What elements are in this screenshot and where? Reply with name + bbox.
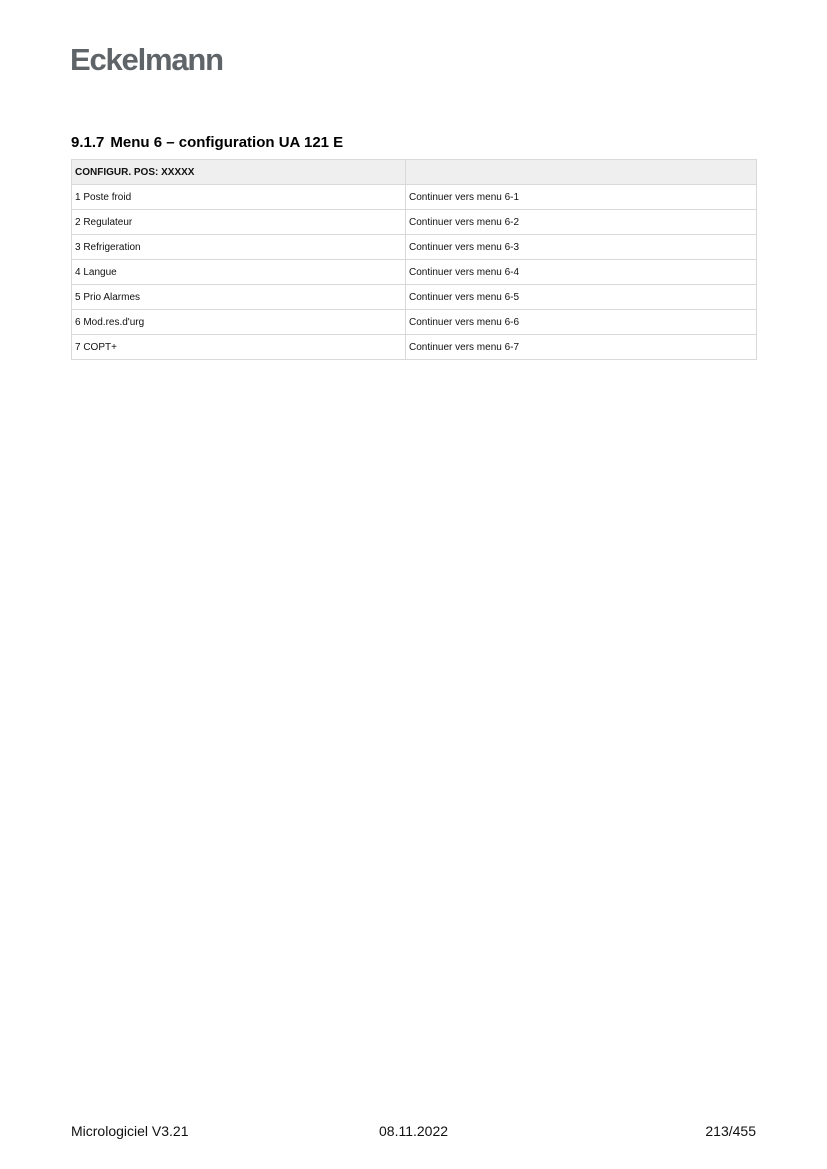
menu-action-cell: Continuer vers menu 6-5 <box>406 285 757 310</box>
menu-item-cell: 4 Langue <box>72 260 406 285</box>
menu-action-cell: Continuer vers menu 6-1 <box>406 185 757 210</box>
section-title-text: Menu 6 – configuration UA 121 E <box>110 134 344 151</box>
table-header-cell <box>406 160 757 185</box>
table-header-row <box>72 160 757 185</box>
section-title <box>71 133 343 153</box>
menu-action-cell: Continuer vers menu 6-2 <box>406 210 757 235</box>
table-row <box>72 210 757 235</box>
menu-item-cell: 3 Refrigeration <box>72 235 406 260</box>
menu-table <box>71 159 757 360</box>
section-number: 9.1.7 <box>71 134 105 151</box>
table-row <box>72 285 757 310</box>
menu-item-cell: 1 Poste froid <box>72 185 406 210</box>
table-row <box>72 185 757 210</box>
company-logo: Eckelmann <box>70 42 223 77</box>
menu-action-cell: Continuer vers menu 6-7 <box>406 335 757 360</box>
footer-firmware-version: Micrologiciel V3.21 <box>71 1123 189 1139</box>
footer-page-number: 213/455 <box>705 1123 756 1139</box>
footer-date: 08.11.2022 <box>379 1123 449 1139</box>
table-row <box>72 310 757 335</box>
menu-item-cell: 7 COPT+ <box>72 335 406 360</box>
menu-action-cell: Continuer vers menu 6-3 <box>406 235 757 260</box>
menu-action-cell: Continuer vers menu 6-4 <box>406 260 757 285</box>
menu-item-cell: 5 Prio Alarmes <box>72 285 406 310</box>
menu-action-cell: Continuer vers menu 6-6 <box>406 310 757 335</box>
table-row <box>72 260 757 285</box>
menu-item-cell: 6 Mod.res.d'urg <box>72 310 406 335</box>
table-row <box>72 335 757 360</box>
table-row <box>72 235 757 260</box>
menu-item-cell: 2 Regulateur <box>72 210 406 235</box>
table-header-cell: CONFIGUR. POS: XXXXX <box>72 160 406 185</box>
